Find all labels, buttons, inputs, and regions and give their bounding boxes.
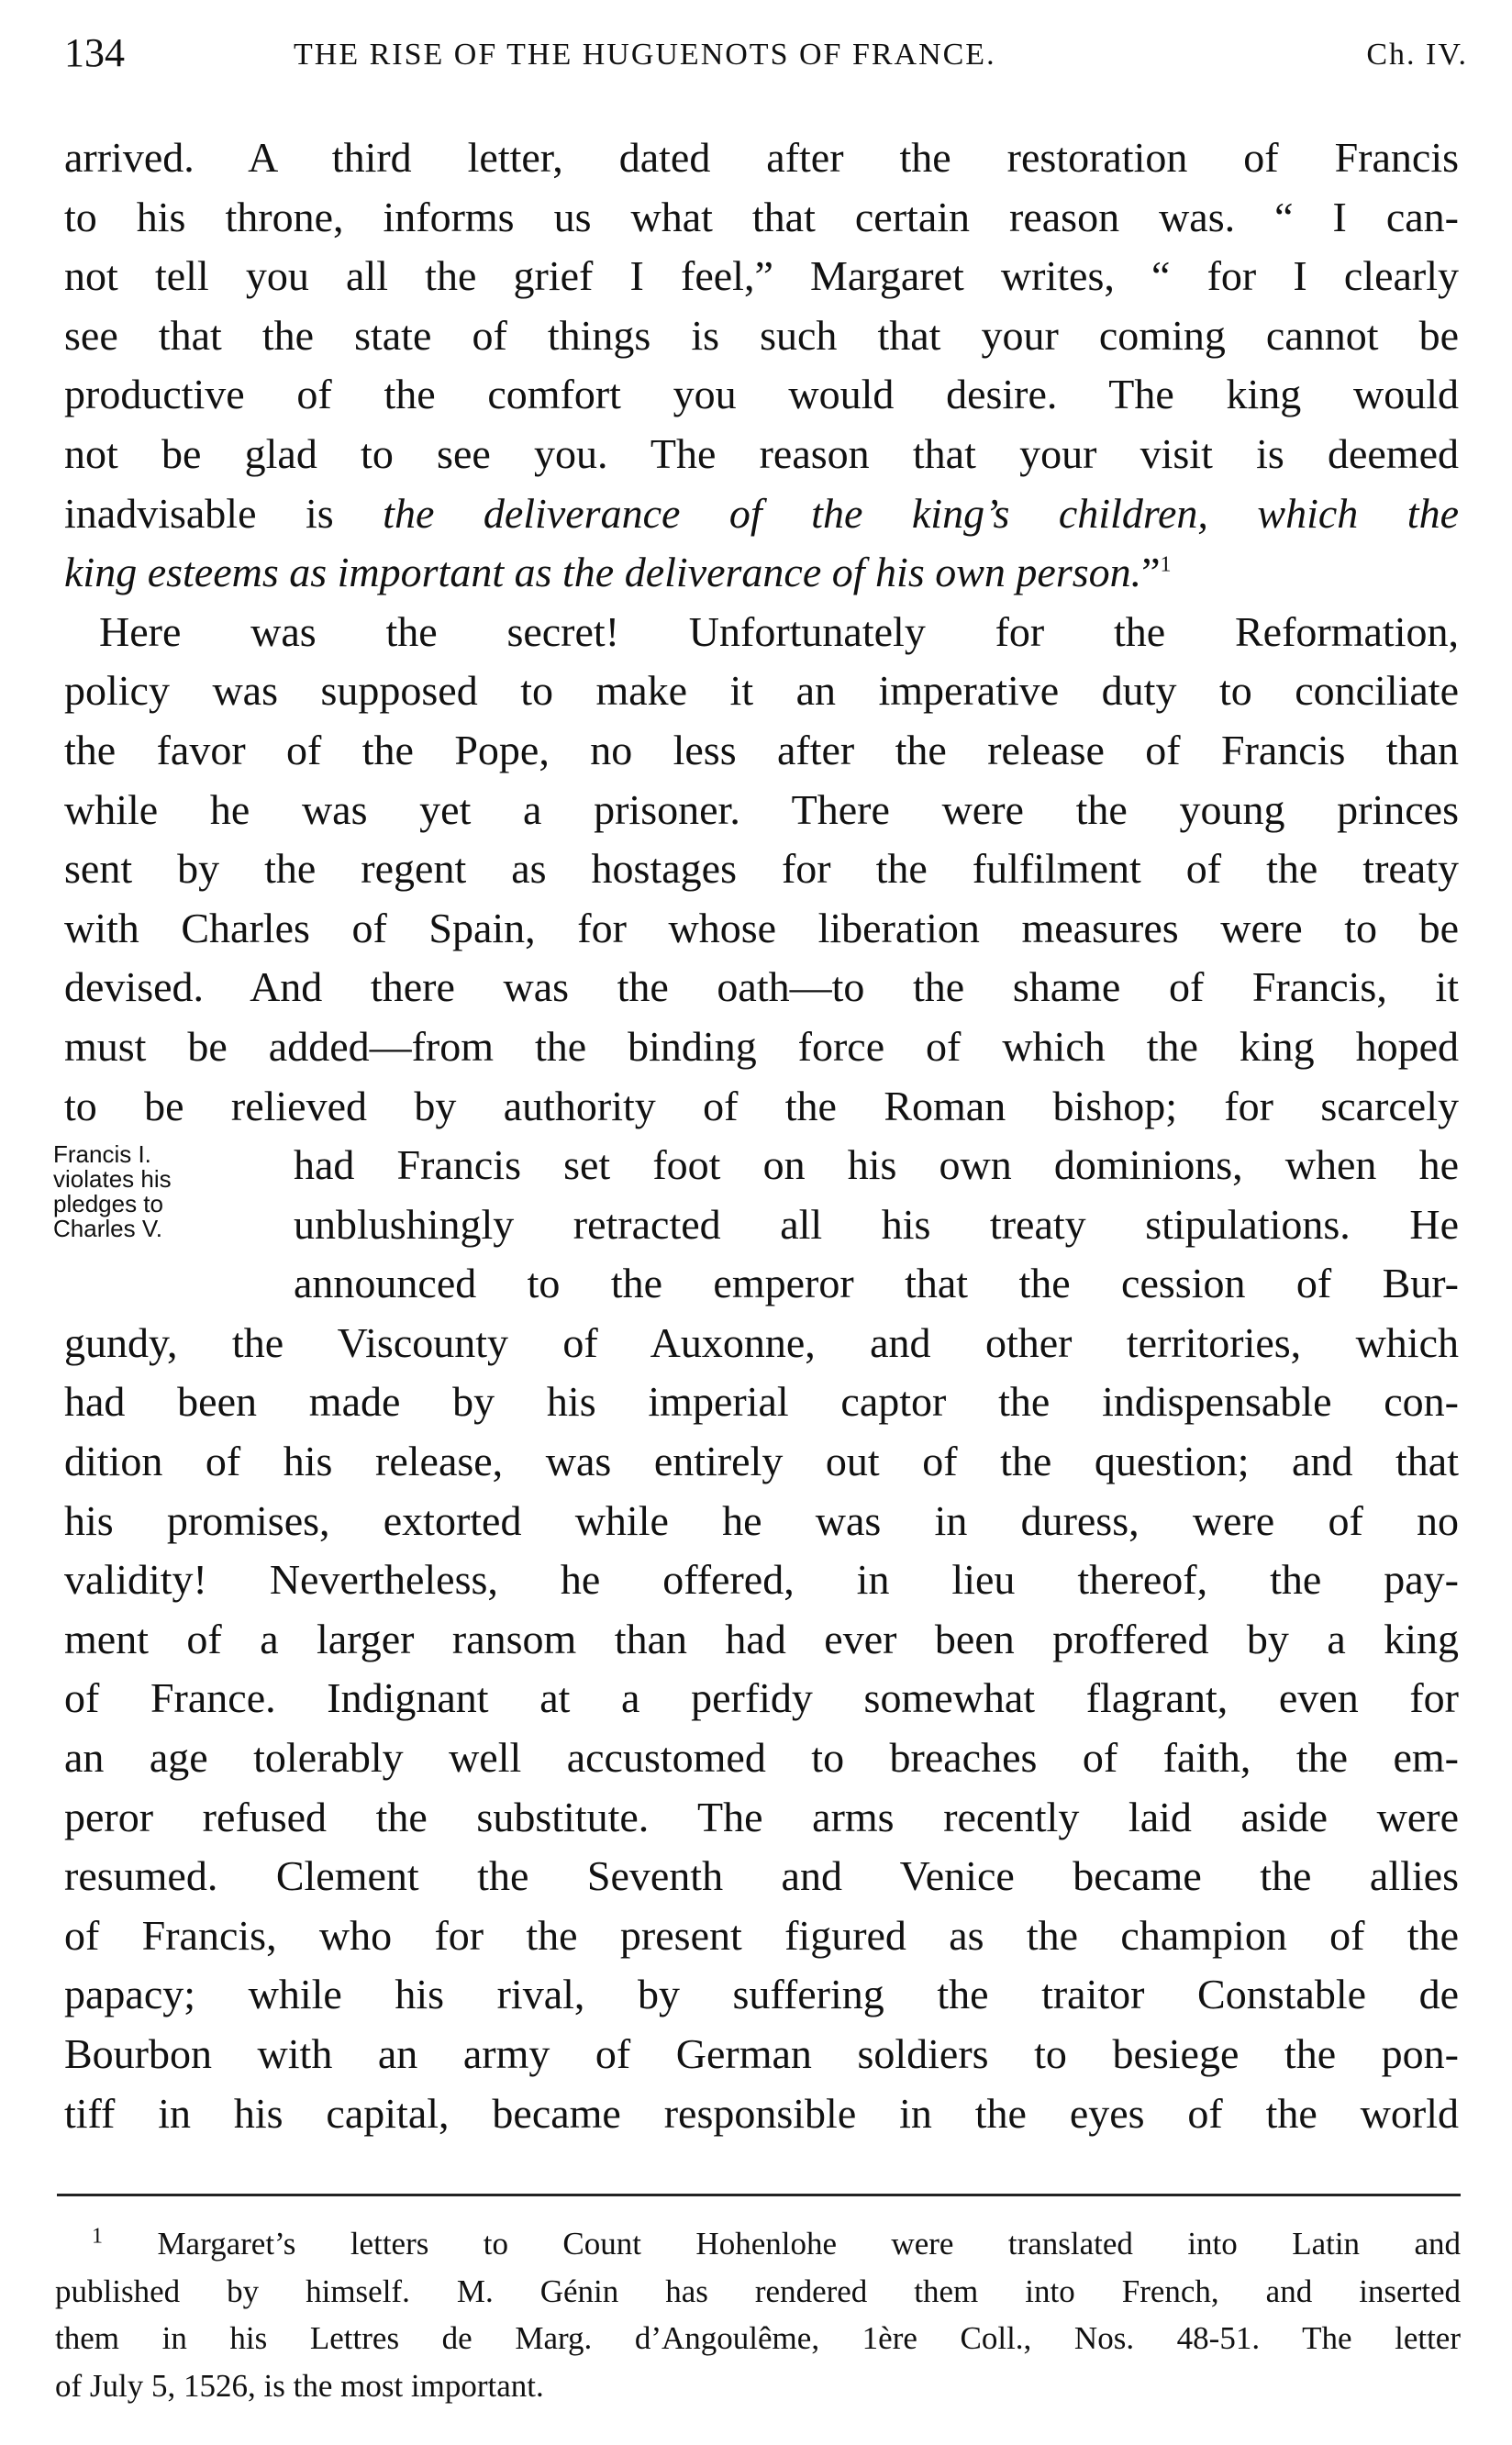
footnote-marker: 1 [92, 2224, 103, 2249]
page-number: 134 [64, 30, 125, 75]
text-line: gundy, the Viscounty of Auxonne, and other territories, which [64, 1318, 1459, 1366]
text-line: not tell you all the grief I feel,” Margaret writes, “ for I clearly [64, 252, 1459, 300]
footnote-line [55, 2220, 1461, 2268]
text-line: devised. And there was the oath—to the shame of Francis, it [64, 963, 1459, 1011]
footnote-line: of July 5, 1526, is the most important. [55, 2367, 544, 2404]
text-line: peror refused the substitute. The arms recently laid aside were [64, 1793, 1459, 1840]
text-line: Here was the secret! Unfortunately for the Reformation, [99, 607, 1459, 655]
text-line: unblushingly retracted all his treaty stipulations. He [294, 1200, 1459, 1248]
italic-quote: king esteems as important as the deliverance of his own person. [64, 549, 1142, 596]
text-line: tiff in his capital, became responsible in the eyes of the world [64, 2089, 1459, 2137]
marginal-note [53, 1142, 228, 1241]
marginal-note-line: Francis I. [53, 1140, 151, 1168]
text-line: not be glad to see you. The reason that your visit is deemed [64, 429, 1459, 477]
text-line: of Francis, who for the present figured as the champion of the [64, 1911, 1459, 1959]
text-line: the favor of the Pope, no less after the release of Francis than [64, 726, 1459, 773]
text-line: an age tolerably well accustomed to breaches of faith, the em- [64, 1734, 1459, 1782]
marginal-note-line: violates his [53, 1165, 172, 1193]
text-line: validity! Nevertheless, he offered, in lieu thereof, the pay- [64, 1556, 1459, 1604]
text-line: with Charles of Spain, for whose liberation measures were to be [64, 904, 1459, 951]
text-line: must be added—from the binding force of which the king hoped [64, 1022, 1459, 1070]
text-line: dition of his release, was entirely out of the question; and that [64, 1438, 1459, 1485]
footnote [55, 2220, 1461, 2409]
italic-quote: the deliverance of the king’s children, which the [383, 489, 1459, 537]
text-line: while he was yet a prisoner. There were the young princes [64, 785, 1459, 833]
text-line: policy was supposed to make it an imperative duty to conciliate [64, 667, 1459, 715]
text-line: see that the state of things is such that your coming cannot be [64, 311, 1459, 359]
text-line: arrived. A third letter, dated after the restoration of Francis [64, 134, 1459, 181]
closing-quote: ” [1141, 549, 1161, 596]
text-line: had been made by his imperial captor the indispensable con- [64, 1378, 1459, 1426]
text-line: of France. Indignant at a perfidy somewhat flagrant, even for [64, 1674, 1459, 1722]
text-line: resumed. Clement the Seventh and Venice became the allies [64, 1852, 1459, 1900]
text-line: had Francis set foot on his own dominions, when he [294, 1141, 1459, 1189]
text-line: ment of a larger ransom than had ever been proffered by a king [64, 1615, 1459, 1662]
footnote-text: Margaret’s letters to Count Hohenlohe were translated into Latin and [157, 2226, 1461, 2262]
footnote-line: them in his Lettres de Marg. d’Angoulême, 1ère Coll., Nos. 48-51. The letter [55, 2320, 1461, 2357]
marginal-note-line: Charles V. [53, 1215, 162, 1242]
text-line: to his throne, informs us what that certain reason was. “ I can- [64, 193, 1459, 240]
text-line: productive of the comfort you would desire. The king would [64, 371, 1459, 418]
text-fragment: inadvisable is [64, 489, 334, 537]
chapter-label: Ch. IV. [1366, 38, 1468, 72]
text-line: his promises, extorted while he was in duress, were of no [64, 1496, 1459, 1544]
text-line-mixed [64, 484, 1459, 544]
footnote-reference: 1 [1160, 552, 1172, 577]
footnote-rule [57, 2194, 1461, 2196]
text-line: to be relieved by authority of the Roman bishop; for scarcely [64, 1082, 1459, 1129]
text-line: Bourbon with an army of German soldiers to besiege the pon- [64, 2030, 1459, 2077]
text-line: sent by the regent as hostages for the fulfilment of the treaty [64, 845, 1459, 893]
running-title: THE RISE OF THE HUGUENOTS OF FRANCE. [294, 38, 996, 72]
footnote-line: published by himself. M. Génin has rendered them into French, and inserted [55, 2273, 1461, 2309]
running-header [64, 26, 1468, 81]
text-line-italic [64, 543, 1459, 603]
marginal-note-line: pledges to [53, 1190, 163, 1217]
text-line: papacy; while his rival, by suffering the traitor Constable de [64, 1971, 1459, 2018]
body-text [64, 128, 1459, 2143]
text-line: announced to the emperor that the cession of Bur- [294, 1260, 1459, 1307]
